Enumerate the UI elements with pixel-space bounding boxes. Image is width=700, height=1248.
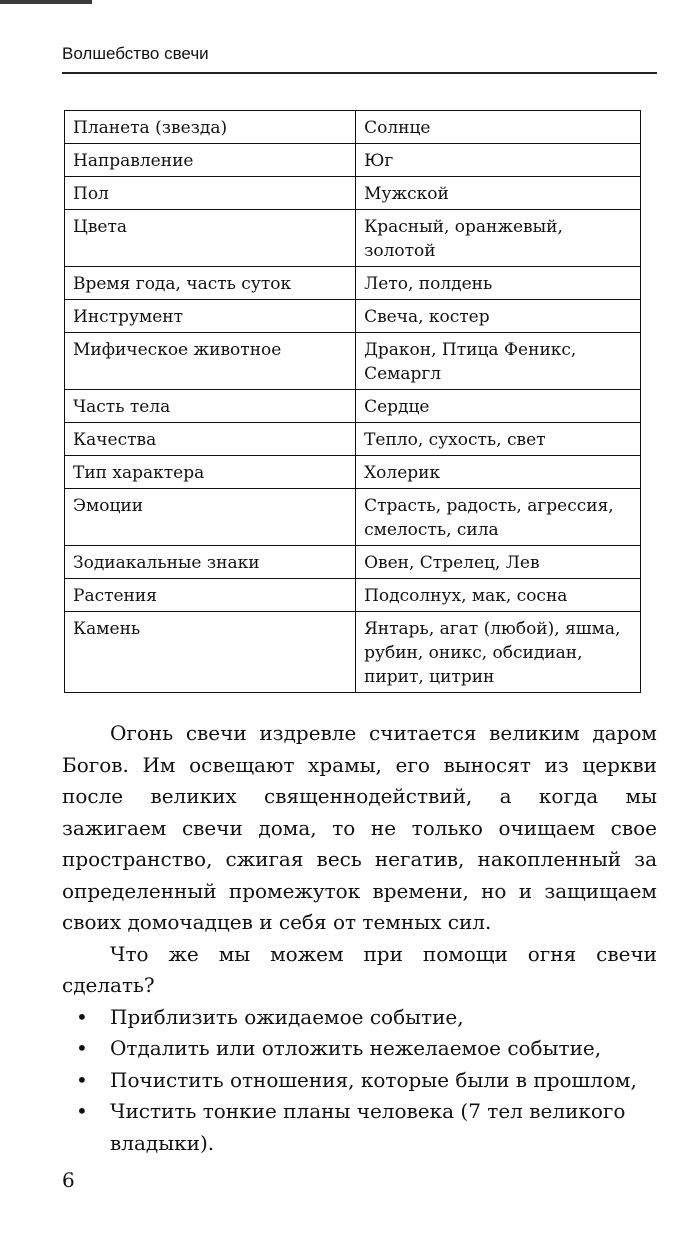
table-cell-value: Красный, оранжевый, золотой — [356, 210, 641, 267]
table-cell-value: Овен, Стрелец, Лев — [356, 546, 641, 579]
table-cell-value: Холерик — [356, 456, 641, 489]
table-row — [65, 546, 641, 579]
bullet-icon: • — [76, 1067, 88, 1092]
table-cell-key: Планета (звезда) — [65, 111, 356, 144]
list-item — [62, 1096, 657, 1159]
table-cell-key: Эмоции — [65, 489, 356, 546]
table-cell-value: Тепло, сухость, свет — [356, 423, 641, 456]
list-item — [62, 1033, 657, 1065]
correspondence-table — [64, 110, 641, 693]
table-cell-key: Направление — [65, 144, 356, 177]
bullet-icon: • — [76, 1004, 88, 1029]
running-title: Волшебство свечи — [62, 44, 209, 63]
table-row — [65, 423, 641, 456]
table-cell-key: Качества — [65, 423, 356, 456]
scan-edge-mark — [0, 0, 92, 4]
table-row — [65, 111, 641, 144]
bullet-icon: • — [76, 1036, 88, 1060]
table-cell-value: Дракон, Птица Феникс, Семаргл — [356, 333, 641, 390]
table-row — [65, 456, 641, 489]
table-cell-value: Солнце — [356, 111, 641, 144]
table-row — [65, 333, 641, 390]
table-cell-value: Янтарь, агат (любой), яшма, рубин, оникс, обсидиан, пирит, цитрин — [356, 612, 641, 693]
table-row — [65, 612, 641, 693]
table-cell-value: Страсть, радость, агрессия, смелость, сила — [356, 489, 641, 546]
table-cell-key: Растения — [65, 579, 356, 612]
table-cell-key: Зодиакальные знаки — [65, 546, 356, 579]
table-cell-key: Камень — [65, 612, 356, 693]
table-cell-value: Юг — [356, 144, 641, 177]
list-item-text: Чистить тонкие планы человека (7 тел великого владыки). — [110, 1099, 626, 1155]
table-cell-value: Лето, полдень — [356, 267, 641, 300]
list-item-text: Отдалить или отложить нежелаемое событие, — [110, 1036, 602, 1060]
table-row — [65, 177, 641, 210]
table-cell-value: Сердце — [356, 390, 641, 423]
table-row — [65, 267, 641, 300]
table-row — [65, 300, 641, 333]
table-cell-value: Свеча, костер — [356, 300, 641, 333]
body-text — [62, 718, 657, 1159]
table-row — [65, 489, 641, 546]
page-number: 6 — [62, 1168, 75, 1192]
table-row — [65, 210, 641, 267]
list-item-text: Почистить отношения, которые были в прошлом, — [110, 1067, 637, 1092]
table-cell-key: Время года, часть суток — [65, 267, 356, 300]
list-item-text: Приблизить ожидаемое событие, — [110, 1004, 464, 1029]
table-cell-key: Пол — [65, 177, 356, 210]
table-cell-key: Тип характера — [65, 456, 356, 489]
table-row — [65, 579, 641, 612]
bullet-list — [62, 1002, 657, 1160]
paragraph-1: Огонь свечи издревле считается великим даром Богов. Им освещают храмы, его выносят из церкви после великих священнодействий, а когда мы зажигаем свечи дома, то не только очищаем свое пространство, сжигая весь негатив, накопленный за определенный промежуток времени, но и защищаем своих домочадцев и себя от темных сил. — [62, 721, 657, 934]
table-row — [65, 144, 641, 177]
header-rule — [62, 72, 657, 74]
question-line: Что же мы можем при помощи огня свечи сделать? — [62, 941, 657, 997]
list-item — [62, 1002, 657, 1034]
list-item — [62, 1065, 657, 1097]
table-cell-key: Инструмент — [65, 300, 356, 333]
table-cell-value: Подсолнух, мак, сосна — [356, 579, 641, 612]
bullet-icon: • — [76, 1099, 88, 1123]
table-body — [65, 111, 641, 693]
table-cell-key: Мифическое животное — [65, 333, 356, 390]
table-cell-key: Часть тела — [65, 390, 356, 423]
table-cell-key: Цвета — [65, 210, 356, 267]
table-row — [65, 390, 641, 423]
table-cell-value: Мужской — [356, 177, 641, 210]
